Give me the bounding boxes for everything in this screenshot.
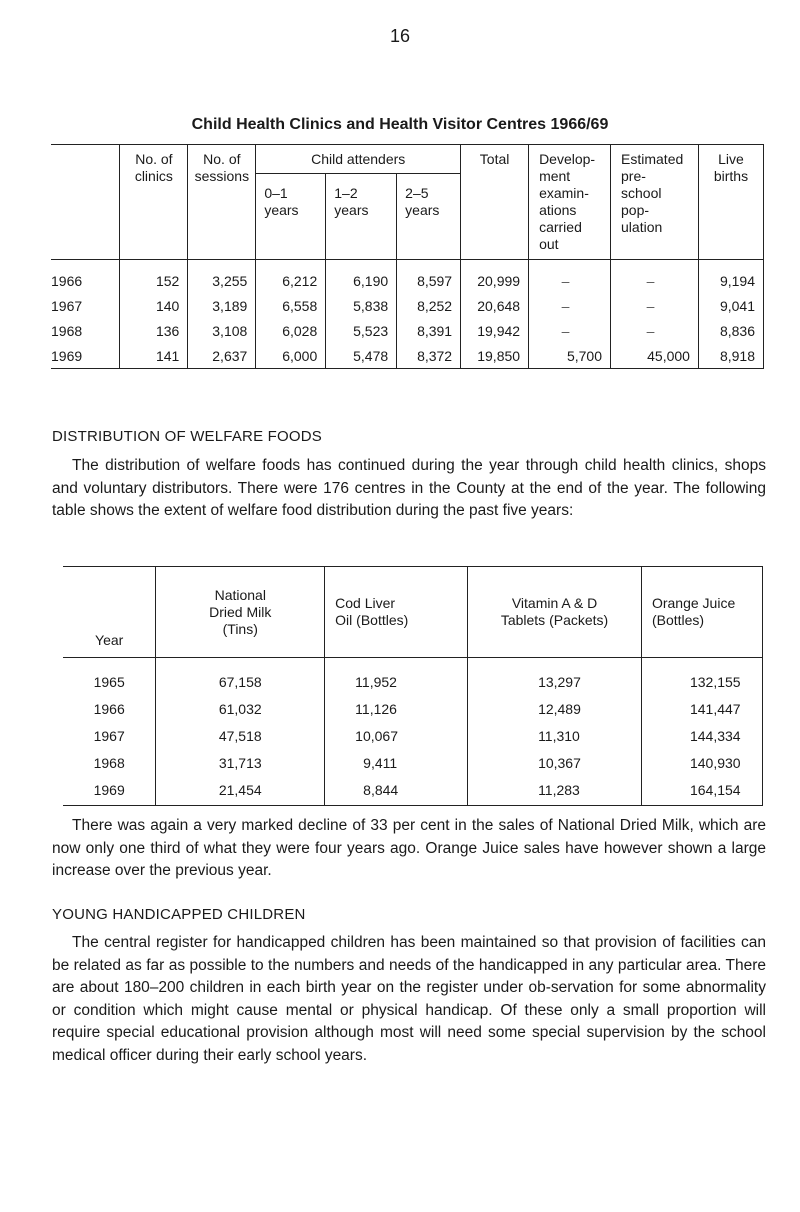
welfare-foods-table xyxy=(63,566,763,806)
clinics-table xyxy=(51,144,764,369)
header-year: Year xyxy=(63,567,156,658)
table-row: 1967 140 3,189 6,558 5,838 8,252 20,648 – – 9,041 xyxy=(51,293,764,318)
header-orange-juice: Orange Juice (Bottles) xyxy=(641,567,762,658)
header-total: Total xyxy=(461,145,529,260)
header-vitamin-tablets: Vitamin A & D Tablets (Packets) xyxy=(468,567,642,658)
header-child-attenders: Child attenders xyxy=(256,145,461,174)
table-row: 1968 31,713 9,411 10,367 140,930 xyxy=(63,749,763,776)
header-age-0-1: 0–1 years xyxy=(256,174,326,260)
table-row: 1966 152 3,255 6,212 6,190 8,597 20,999 – – 9,194 xyxy=(51,260,764,294)
header-age-1-2: 1–2 years xyxy=(326,174,397,260)
handicapped-heading: YOUNG HANDICAPPED CHILDREN xyxy=(52,906,306,923)
welfare-paragraph: The distribution of welfare foods has continued during the year through child health clinics, shops and voluntary distributors. There were 176 centres in the County at the end of the year. The following table shows the extent of welfare food distribution during the past five years: xyxy=(52,457,766,519)
welfare-heading: DISTRIBUTION OF WELFARE FOODS xyxy=(52,428,322,445)
page-number: 16 xyxy=(389,26,411,46)
handicapped-paragraph: The central register for handicapped children has been maintained so that provision of facilities can be related as far as possible to the numbers and needs of the handicapped in any particular area. There are about 180–200 children in each birth year on the register under ob-servation for some abnormality or condition which might cause mental or physical handicap. Of these only a small proportion will require special educational provision although most will need some special supervision by the school medical officer during their early school years. xyxy=(52,934,766,1064)
header-clinics: No. of clinics xyxy=(120,145,188,260)
header-cod-liver-oil: Cod Liver Oil (Bottles) xyxy=(325,567,468,658)
table-row: 1969 141 2,637 6,000 5,478 8,372 19,850 5,700 45,000 8,918 xyxy=(51,343,764,369)
header-blank xyxy=(51,145,120,260)
header-dev-exams: Develop- ment examin- ations carried out xyxy=(529,145,611,260)
table-row: 1966 61,032 11,126 12,489 141,447 xyxy=(63,695,763,722)
header-dried-milk: National Dried Milk (Tins) xyxy=(156,567,325,658)
header-preschool: Estimated pre- school pop- ulation xyxy=(611,145,699,260)
table-row: 1968 136 3,108 6,028 5,523 8,391 19,942 – – 8,836 xyxy=(51,318,764,343)
header-age-2-5: 2–5 years xyxy=(397,174,461,260)
table1-title: Child Health Clinics and Health Visitor Centres 1966/69 xyxy=(191,116,609,133)
table-row: 1965 67,158 11,952 13,297 132,155 xyxy=(63,658,763,696)
table-row: 1969 21,454 8,844 11,283 164,154 xyxy=(63,776,763,806)
header-live-births: Live births xyxy=(698,145,763,260)
welfare-after-paragraph: There was again a very marked decline of 33 per cent in the sales of National Dried Milk, which are now only one third of what they were four years ago. Orange Juice sales have however shown a large increase over the previous year. xyxy=(52,817,766,879)
header-sessions: No. of sessions xyxy=(188,145,256,260)
table-row: 1967 47,518 10,067 11,310 144,334 xyxy=(63,722,763,749)
